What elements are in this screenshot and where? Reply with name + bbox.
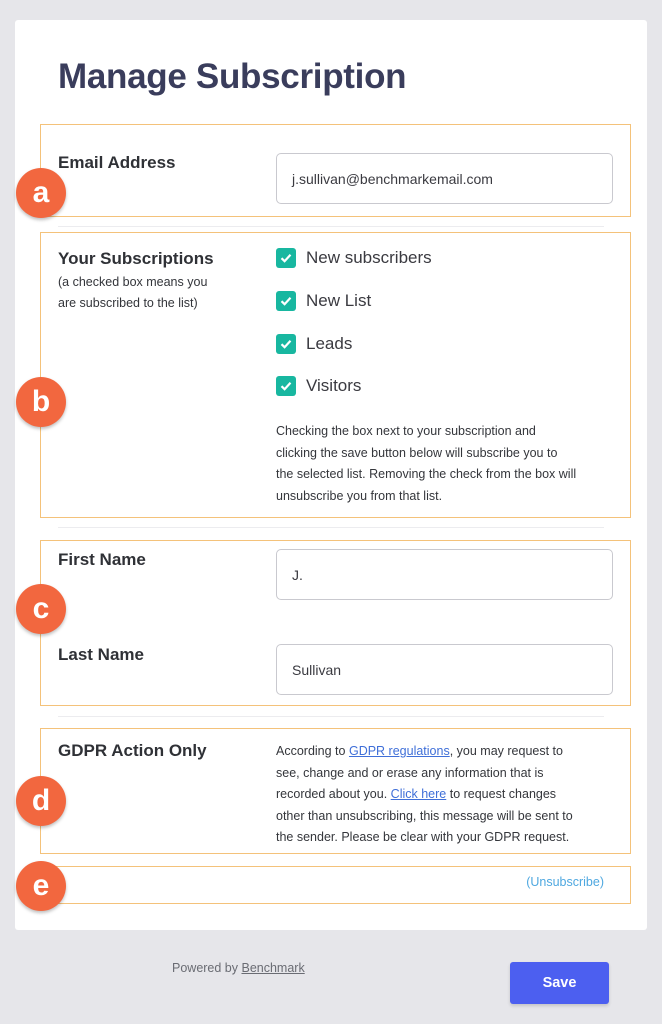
powered-by-text: Powered by xyxy=(172,961,242,975)
list-label: New subscribers xyxy=(306,248,432,267)
checkbox-checked-icon[interactable] xyxy=(276,291,296,311)
page-title: Manage Subscription xyxy=(58,57,407,96)
list-checkbox-visitors[interactable] xyxy=(276,376,361,396)
list-checkbox-new-subscribers[interactable] xyxy=(276,248,432,268)
gdpr-text-fragment: to request changes xyxy=(446,787,557,801)
subscriptions-hint-line: (a checked box means you xyxy=(58,275,208,289)
benchmark-link[interactable]: Benchmark xyxy=(241,961,305,975)
divider xyxy=(58,226,604,227)
list-label: Visitors xyxy=(306,376,362,395)
subscriptions-label: Your Subscriptions xyxy=(58,249,214,268)
first-name-label: First Name xyxy=(58,550,146,569)
gdpr-line: see, change and or erase any information that is xyxy=(276,765,544,780)
email-label: Email Address xyxy=(58,153,176,172)
gdpr-click-here-link[interactable]: Click here xyxy=(390,787,447,801)
checkbox-checked-icon[interactable] xyxy=(276,376,296,396)
email-input[interactable]: j.sullivan@benchmarkemail.com xyxy=(276,153,613,204)
help-line: unsubscribe you from that list. xyxy=(276,488,443,503)
annotation-badge-d: d xyxy=(16,776,66,826)
last-name-input[interactable]: Sullivan xyxy=(276,644,613,695)
list-checkbox-new-list[interactable] xyxy=(276,291,371,311)
list-checkbox-leads[interactable] xyxy=(276,334,352,354)
divider xyxy=(58,716,604,717)
gdpr-text xyxy=(276,741,573,849)
gdpr-label: GDPR Action Only xyxy=(58,741,207,760)
gdpr-line xyxy=(276,784,573,806)
help-line: clicking the save button below will subscribe you to xyxy=(276,445,558,460)
list-label: Leads xyxy=(306,334,353,353)
annotation-badge-b: b xyxy=(16,377,66,427)
save-button[interactable]: Save xyxy=(510,962,609,1004)
gdpr-line: the sender. Please be clear with your GDPR request. xyxy=(276,830,570,844)
gdpr-text-fragment: According to xyxy=(276,744,349,758)
gdpr-text-fragment: recorded about you. xyxy=(276,787,391,801)
gdpr-line xyxy=(276,741,573,763)
gdpr-line: other than unsubscribing, this message will be sent to xyxy=(276,808,573,823)
divider xyxy=(58,527,604,528)
help-line: Checking the box next to your subscription and xyxy=(276,424,536,438)
list-label: New List xyxy=(306,291,372,310)
last-name-label: Last Name xyxy=(58,645,144,664)
gdpr-text-fragment: , you may request to xyxy=(449,744,563,758)
powered-by xyxy=(172,961,305,975)
unsubscribe-link[interactable]: (Unsubscribe) xyxy=(526,875,604,889)
annotation-badge-a: a xyxy=(16,168,66,218)
first-name-input[interactable]: J. xyxy=(276,549,613,600)
subscriptions-help-text xyxy=(276,421,576,507)
help-line: the selected list. Removing the check from the box will xyxy=(276,467,577,481)
subscriptions-hint xyxy=(58,272,207,314)
gdpr-regulations-link[interactable]: GDPR regulations xyxy=(348,744,450,758)
subscriptions-hint-line: are subscribed to the list) xyxy=(58,296,198,310)
checkbox-checked-icon[interactable] xyxy=(276,248,296,268)
checkbox-checked-icon[interactable] xyxy=(276,334,296,354)
annotation-badge-c: c xyxy=(16,584,66,634)
annotation-badge-e: e xyxy=(16,861,66,911)
